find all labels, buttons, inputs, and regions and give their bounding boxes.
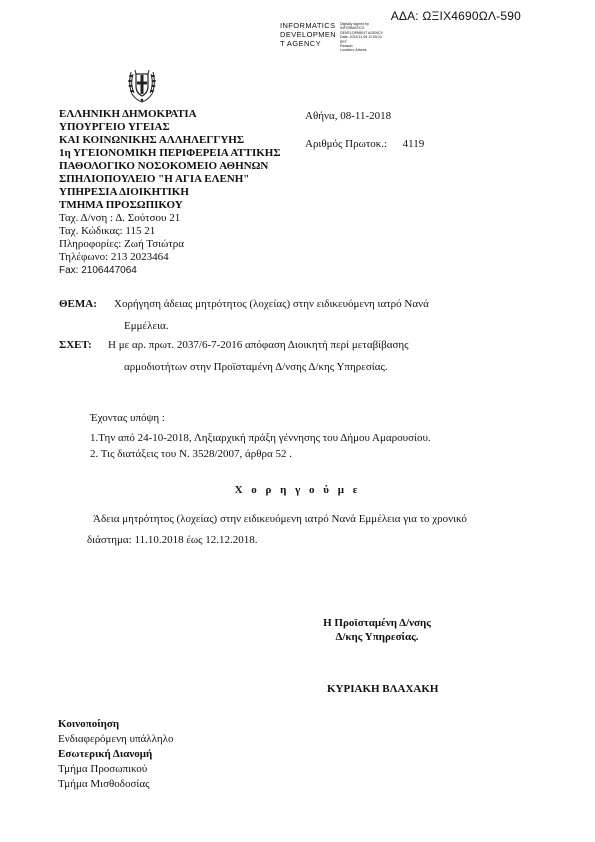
grant-heading: Χ ο ρ η γ ο ύ μ ε	[234, 484, 361, 496]
stamp-detail-line: Reason:	[340, 44, 354, 49]
signatory-name: ΚΥΡΙΑΚΗ ΒΛΑΧΑΚΗ	[327, 683, 439, 695]
greek-coat-of-arms-icon	[125, 64, 159, 104]
protocol-number: 4119	[402, 138, 425, 150]
digital-signature-stamp	[280, 21, 420, 55]
stamp-detail-line: Digitally signed by	[340, 22, 369, 26]
grant-body-line: Άδεια μητρότητος (λοχείας) στην ειδικευόμενη ιατρό Νανά Εμμέλεια για το χρονικό	[93, 513, 467, 525]
postal-code: Ταχ. Κώδικας: 115 21	[59, 225, 156, 237]
related-label: ΣΧΕΤ:	[59, 339, 92, 351]
ada-code: ΑΔΑ: ΩΞΙΧ4690ΩΛ-590	[390, 9, 521, 23]
phone: Τηλέφωνο: 213 2023464	[59, 251, 169, 263]
internal-distribution-item: Τμήμα Μισθοδοσίας	[58, 778, 150, 790]
letterhead-line: ΠΑΘΟΛΟΓΙΚΟ ΝΟΣΟΚΟΜΕΙΟ ΑΘΗΝΩΝ	[59, 160, 269, 172]
letterhead-line: ΚΑΙ ΚΟΙΝΩΝΙΚΗΣ ΑΛΛΗΛΕΓΓΥΗΣ	[59, 134, 245, 146]
internal-distribution-item: Τμήμα Προσωπικού	[58, 763, 148, 775]
letterhead-line: 1η ΥΓΕΙΟΝΟΜΙΚΗ ΠΕΡΙΦΕΡΕΙΑ ΑΤΤΙΚΗΣ	[59, 147, 281, 159]
grant-body-line: διάστημα: 11.10.2018 έως 12.12.2018.	[87, 534, 258, 546]
signatory-title-line: Η Προϊσταμένη Δ/νσης	[323, 617, 431, 629]
distribution-block	[58, 717, 173, 792]
notify-label: Κοινοποίηση	[58, 718, 120, 730]
letterhead	[59, 108, 281, 277]
stamp-detail-line: Location: Athens	[340, 48, 367, 53]
fax: Fax: 2106447064	[59, 265, 137, 276]
stamp-details	[340, 22, 383, 53]
stamp-detail-line: Date: 2018.11.08 11:05:21	[340, 35, 383, 40]
address: Ταχ. Δ/νση : Δ. Σούτσου 21	[59, 212, 181, 224]
considering-item: 2. Τις διατάξεις του Ν. 3528/2007, άρθρα 52 .	[90, 448, 293, 460]
stamp-org-line: INFORMATICS	[280, 21, 336, 30]
letterhead-line: ΤΜΗΜΑ ΠΡΟΣΩΠΙΚΟΥ	[59, 199, 183, 211]
stamp-detail-line: EET	[340, 39, 347, 44]
considering-intro: Έχοντας υπόψη :	[90, 412, 165, 424]
notify-item: Ενδιαφερόμενη υπάλληλο	[58, 733, 174, 745]
document-date: Αθήνα, 08-11-2018	[305, 110, 392, 122]
internal-distribution-label: Εσωτερική Διανομή	[58, 748, 153, 760]
letterhead-line: ΕΛΛΗΝΙΚΗ ΔΗΜΟΚΡΑΤΙΑ	[59, 108, 197, 120]
stamp-org-line: T AGENCY	[280, 39, 321, 48]
signatory-title	[319, 616, 435, 644]
stamp-organization	[280, 21, 338, 48]
letterhead-line: ΥΠΗΡΕΣΙΑ ΔΙΟΙΚΗΤΙΚΗ	[59, 186, 189, 198]
related-line: αρμοδιοτήτων στην Προϊσταμένη Δ/νσης Δ/κης Υπηρεσίας.	[124, 361, 388, 373]
info-contact: Πληροφορίες: Ζωή Τσιώτρα	[59, 238, 185, 250]
stamp-org-line: DEVELOPMEN	[280, 30, 337, 39]
subject-line: Εμμέλεια.	[124, 320, 169, 332]
date-protocol-block	[305, 110, 424, 151]
letterhead-line: ΥΠΟΥΡΓΕΙΟ ΥΓΕΙΑΣ	[59, 121, 170, 133]
protocol-label: Αριθμός Πρωτοκ.:	[305, 138, 388, 150]
signatory-title-line: Δ/κης Υπηρεσίας.	[335, 631, 419, 643]
considering-item: 1.Την από 24-10-2018, Ληξιαρχική πράξη γέννησης του Δήμου Αμαρουσίου.	[90, 432, 431, 444]
protocol-row	[305, 138, 424, 151]
subject-line: Χορήγηση άδειας μητρότητος (λοχείας) στην ειδικευόμενη ιατρό Νανά	[114, 298, 429, 310]
stamp-detail-line: INFORMATICS	[340, 26, 365, 31]
related-line: Η με αρ. πρωτ. 2037/6-7-2016 απόφαση Διοικητή περί μεταβίβασης	[108, 339, 409, 351]
stamp-detail-line: DEVELOPMENT AGENCY	[340, 30, 384, 35]
letterhead-line: ΣΠΗΛΙΟΠΟΥΛΕΙΟ "Η ΑΓΙΑ ΕΛΕΝΗ"	[59, 173, 250, 185]
subject-label: ΘΕΜΑ:	[59, 298, 97, 310]
